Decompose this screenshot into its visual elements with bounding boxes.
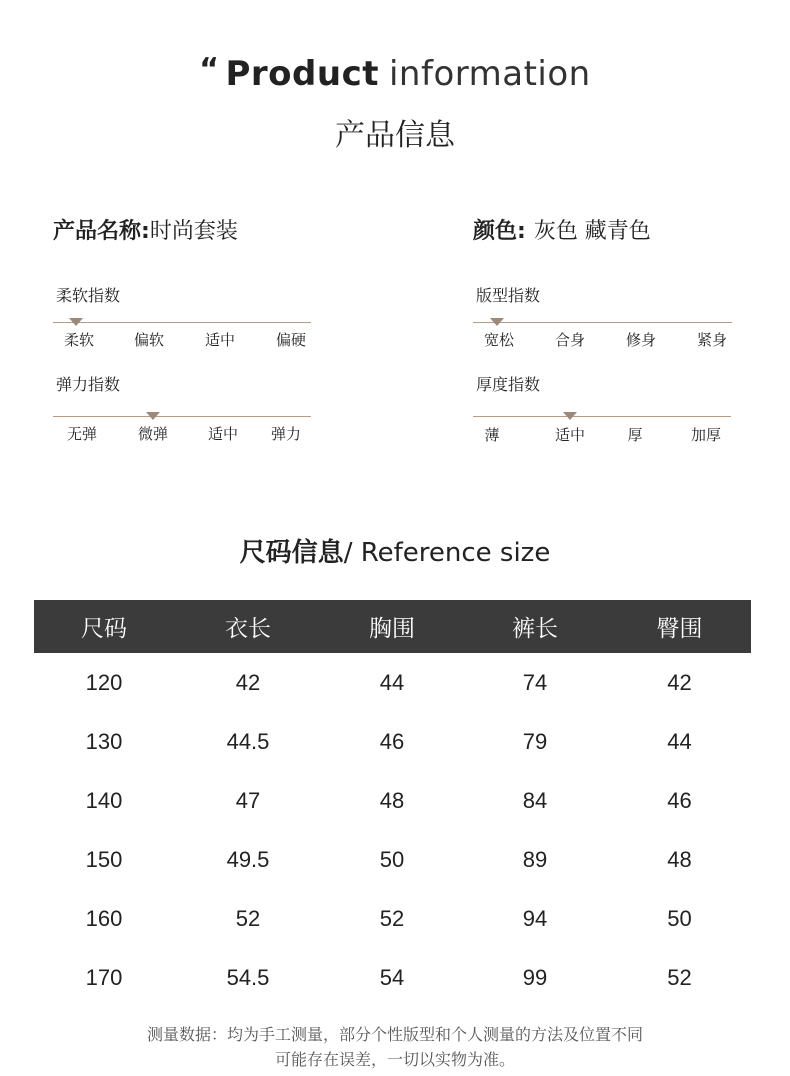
table-cell: 52 — [379, 905, 405, 931]
product-name — [53, 214, 238, 245]
softness-option: 偏硬 — [275, 331, 306, 349]
thickness-option: 薄 — [484, 426, 500, 444]
elasticity-index-title: 弹力指数 — [56, 375, 121, 394]
table-row — [34, 889, 751, 948]
product-name-label: 产品名称: — [53, 219, 150, 244]
elasticity-marker-icon — [146, 412, 160, 420]
color-value: 灰色 藏青色 — [533, 219, 651, 244]
column-header: 尺码 — [81, 616, 127, 642]
table-cell: 89 — [522, 846, 548, 872]
table-cell: 42 — [235, 669, 261, 695]
table-cell: 46 — [379, 728, 405, 754]
fit-option: 修身 — [625, 331, 656, 349]
table-cell: 54 — [379, 964, 405, 990]
fit-marker-icon — [490, 318, 504, 326]
measurement-note — [0, 1022, 790, 1072]
thickness-scale-line — [473, 416, 731, 417]
product-color — [473, 214, 651, 245]
table-row — [34, 830, 751, 889]
title-information: information — [388, 54, 591, 94]
fit-option: 合身 — [554, 331, 585, 349]
softness-option: 适中 — [204, 331, 235, 349]
softness-option: 偏软 — [133, 331, 164, 349]
table-header-row — [34, 600, 751, 653]
quote-mark: “ — [199, 52, 220, 87]
thickness-option: 厚 — [627, 426, 643, 444]
softness-option: 柔软 — [63, 331, 94, 349]
fit-option: 紧身 — [696, 331, 727, 349]
softness-marker-icon — [69, 318, 83, 326]
product-name-value: 时尚套装 — [149, 219, 238, 244]
column-header: 胸围 — [369, 616, 415, 642]
elasticity-option: 无弹 — [66, 425, 97, 443]
table-cell: 46 — [667, 787, 692, 813]
table-row — [34, 771, 751, 830]
table-cell: 52 — [667, 964, 692, 990]
elasticity-option: 弹力 — [270, 425, 301, 443]
table-row — [34, 653, 751, 712]
table-cell: 130 — [85, 728, 123, 754]
elasticity-scale-line — [53, 416, 311, 417]
table-cell: 170 — [85, 964, 123, 990]
column-header: 裤长 — [512, 616, 558, 642]
table-cell: 52 — [235, 905, 261, 931]
table-cell: 84 — [522, 787, 548, 813]
table-cell: 44 — [379, 669, 405, 695]
note-line: 测量数据：均为手工测量，部分个性版型和个人测量的方法及位置不同 — [146, 1025, 643, 1044]
softness-index-title: 柔软指数 — [56, 286, 121, 305]
table-cell: 50 — [667, 905, 692, 931]
table-cell: 44.5 — [226, 728, 270, 754]
table-cell: 42 — [667, 669, 692, 695]
color-label: 颜色: — [473, 219, 526, 244]
fit-scale-line — [473, 322, 732, 323]
table-cell: 150 — [85, 846, 123, 872]
table-cell: 48 — [667, 846, 692, 872]
table-cell: 94 — [522, 905, 548, 931]
table-cell: 140 — [85, 787, 123, 813]
size-title-en: / Reference size — [343, 538, 551, 568]
table-row — [34, 948, 751, 1007]
elasticity-option: 微弹 — [137, 425, 168, 443]
thickness-option: 加厚 — [690, 426, 721, 444]
fit-option: 宽松 — [483, 331, 514, 349]
note-line: 可能存在误差，一切以实物为准。 — [274, 1050, 515, 1069]
page-title-en — [0, 54, 790, 94]
elasticity-option: 适中 — [207, 425, 238, 443]
softness-scale-line — [53, 322, 311, 323]
column-header: 臀围 — [656, 616, 703, 642]
table-row — [34, 712, 751, 771]
table-cell: 74 — [522, 669, 548, 695]
thickness-index-title: 厚度指数 — [476, 375, 541, 394]
table-cell: 50 — [379, 846, 405, 872]
title-product: Product — [225, 54, 379, 94]
table-cell: 44 — [667, 728, 692, 754]
table-cell: 99 — [522, 964, 548, 990]
size-table — [34, 600, 751, 1007]
thickness-option: 适中 — [554, 426, 585, 444]
page-title-cn: 产品信息 — [335, 118, 455, 153]
size-title-cn: 尺码信息 — [239, 538, 344, 568]
table-cell: 47 — [235, 787, 261, 813]
column-header: 衣长 — [225, 616, 271, 642]
table-cell: 48 — [379, 787, 405, 813]
table-cell: 160 — [85, 905, 123, 931]
fit-index-title: 版型指数 — [476, 286, 541, 305]
table-cell: 120 — [85, 669, 123, 695]
size-section-title — [0, 532, 790, 569]
table-cell: 49.5 — [226, 846, 270, 872]
thickness-marker-icon — [563, 412, 577, 420]
table-cell: 79 — [522, 728, 548, 754]
table-cell: 54.5 — [226, 964, 270, 990]
